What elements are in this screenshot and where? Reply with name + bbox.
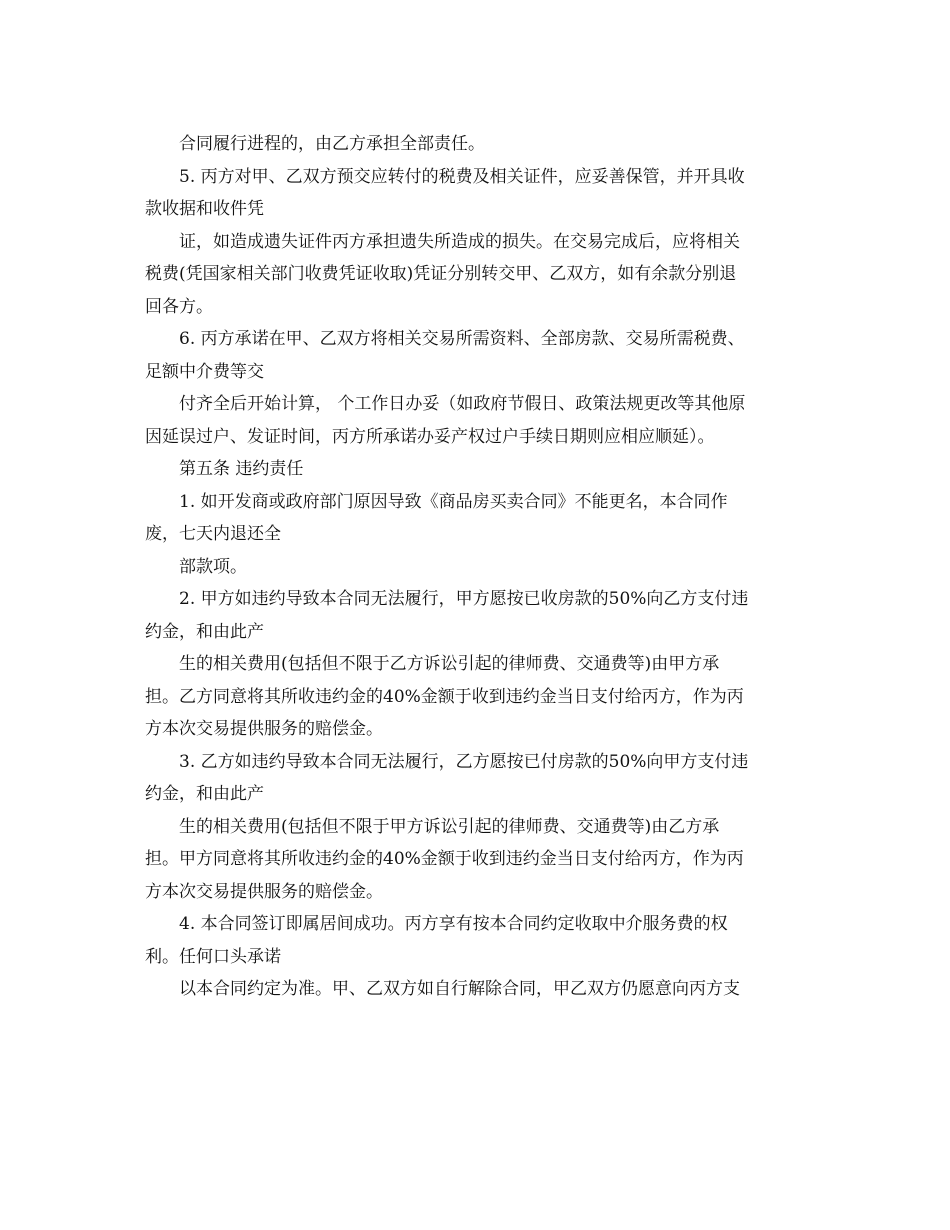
text-line: 约金，和由此产 [145, 784, 264, 804]
text-line: 担。甲方同意将其所收违约金的40%金额于收到违约金当日支付给丙方，作为丙 [145, 849, 744, 869]
text-line: 方本次交易提供服务的赔偿金。 [145, 881, 383, 902]
text-line: 5. 丙方对甲、乙双方预交应转付的税费及相关证件，应妥善保管，并开具收 [179, 166, 745, 187]
text-line: 1. 如开发商或政府部门原因导致《商品房买卖合同》不能更名，本合同作 [179, 491, 728, 512]
text-line: 废，七天内退还全 [145, 524, 281, 544]
text-line: 方本次交易提供服务的赔偿金。 [145, 719, 383, 739]
text-line: 担。乙方同意将其所收违约金的40%金额于收到违约金当日支付给丙方，作为丙 [145, 686, 744, 707]
contract-body-text [145, 128, 810, 1006]
text-line: 足额中介费等交 [145, 361, 264, 382]
text-line: 生的相关费用(包括但不限于乙方诉讼引起的律师费、交通费等)由甲方承 [179, 654, 720, 674]
text-line: 利。任何口头承诺 [145, 946, 281, 967]
text-line: 第五条 违约责任 [179, 459, 304, 479]
text-line: 税费(凭国家相关部门收费凭证收取)凭证分别转交甲、乙双方，如有余款分别退 [145, 264, 737, 284]
text-line: 回各方。 [145, 296, 213, 317]
text-line: 以本合同约定为准。甲、乙双方如自行解除合同，甲乙双方仍愿意向丙方支 [179, 979, 740, 999]
text-line: 付齐全后开始计算， 个工作日办妥（如政府节假日、政策法规更改等其他原 [179, 394, 746, 414]
text-line: 因延误过户、发证时间，丙方所承诺办妥产权过户手续日期则应相应顺延）。 [145, 426, 715, 447]
text-line: 部款项。 [179, 556, 247, 577]
text-line: 合同履行进程的，由乙方承担全部责任。 [179, 134, 485, 154]
text-line: 6. 丙方承诺在甲、乙双方将相关交易所需资料、全部房款、交易所需税费、 [179, 329, 745, 349]
text-line: 2. 甲方如违约导致本合同无法履行，甲方愿按已收房款的50%向乙方支付违 [179, 589, 749, 609]
text-line: 生的相关费用(包括但不限于甲方诉讼引起的律师费、交通费等)由乙方承 [179, 816, 720, 837]
text-line: 约金，和由此产 [145, 621, 264, 642]
text-line: 证，如造成遗失证件丙方承担遗失所造成的损失。在交易完成后，应将相关 [179, 231, 740, 252]
text-line: 款收据和收件凭 [145, 199, 264, 219]
text-line: 3. 乙方如违约导致本合同无法履行，乙方愿按已付房款的50%向甲方支付违 [179, 751, 749, 772]
text-line: 4. 本合同签订即属居间成功。丙方享有按本合同约定收取中介服务费的权 [179, 914, 728, 934]
